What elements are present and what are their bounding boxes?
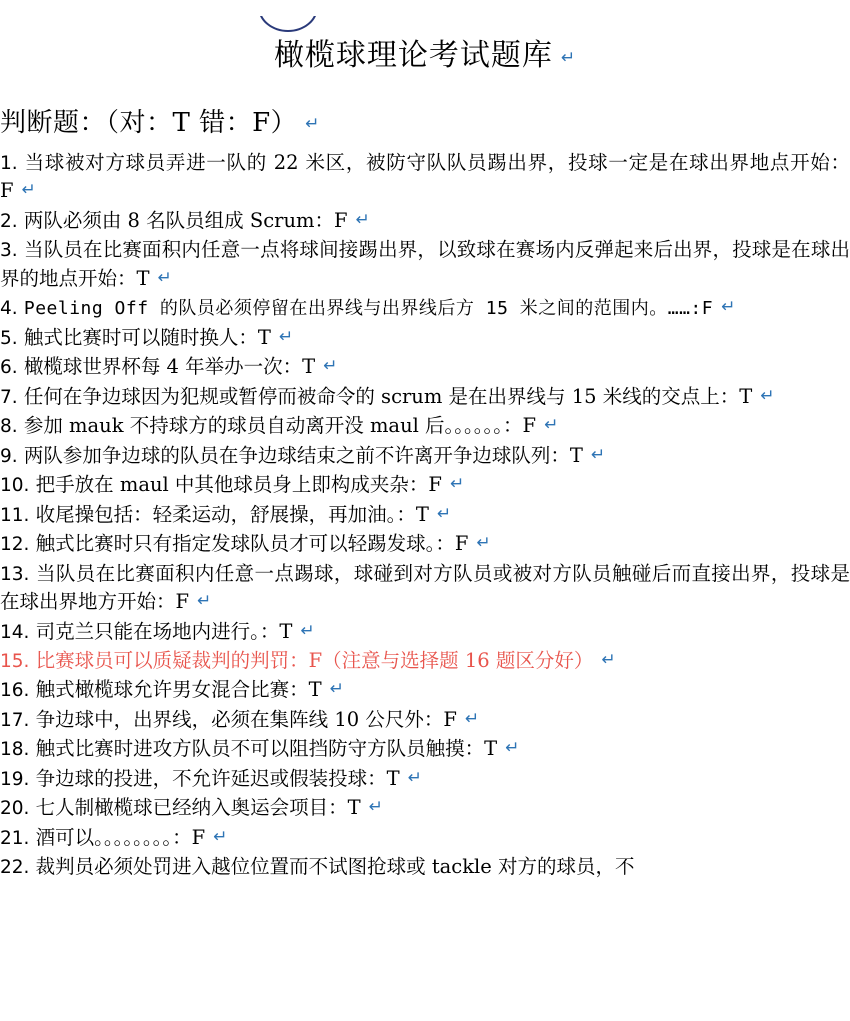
item-number: 8. [0, 416, 18, 438]
paragraph-mark-icon: ↵ [323, 356, 338, 376]
list-item [0, 471, 850, 499]
paragraph-mark-icon: ↵ [278, 326, 294, 346]
paragraph-mark-icon: ↵ [368, 797, 383, 817]
paragraph-mark-icon: ↵ [300, 620, 315, 640]
item-text: 当队员在比赛面积内任意一点踢球，球碰到对方队员或被对方队员触碰后而直接出界，投球是在球出界地方开始：F [0, 561, 850, 614]
item-number: 5. [0, 327, 18, 349]
item-text: 裁判员必须处罚进入越位位置而不试图抢球或 tackle 对方的球员，不 [35, 855, 635, 879]
item-text: 触式比赛时只有指定发球队员才可以轻踢发球。：F [35, 532, 469, 556]
item-text: 争边球中，出界线，必须在集阵线 10 公尺外：F [35, 707, 457, 731]
list-item [0, 765, 850, 793]
item-text: 两队参加争边球的队员在争边球结束之前不许离开争边球队列：T [23, 443, 583, 467]
paragraph-mark-icon: ↵ [721, 297, 736, 317]
paragraph-mark-icon: ↵ [476, 533, 491, 553]
item-text: 争边球的投进，不允许延迟或假装投球：T [35, 766, 400, 790]
item-number: 10. [0, 475, 30, 497]
list-item [0, 647, 850, 675]
item-text: 触式橄榄球允许男女混合比赛：T [35, 678, 322, 702]
paragraph-mark-icon: ↵ [601, 649, 616, 669]
item-text: Peeling Off 的队员必须停留在出界线与出界线后方 15 米之间的范围内。……:F [23, 298, 714, 320]
item-text: 比赛球员可以质疑裁判的判罚：F（注意与选择题 16 题区分好） [35, 648, 594, 672]
item-number: 15. [0, 650, 30, 672]
paragraph-mark-icon: ↵ [760, 385, 775, 405]
item-number: 14. [0, 621, 30, 643]
paragraph-mark-icon: ↵ [560, 48, 577, 67]
paragraph-mark-icon: ↵ [21, 180, 36, 200]
item-number: 19. [0, 768, 30, 790]
item-number: 3. [0, 240, 18, 262]
paragraph-mark-icon: ↵ [436, 503, 452, 523]
paragraph-mark-icon: ↵ [464, 708, 480, 728]
item-text: 触式比赛时进攻方队员不可以阻挡防守方队员触摸：T [35, 737, 498, 761]
item-text: 酒可以。。。。。。。。：F [35, 825, 206, 849]
item-number: 9. [0, 445, 18, 467]
list-item [0, 735, 850, 763]
section-heading-text: 判断题：（对：T 错：F） [0, 108, 298, 138]
item-text: 参加 mauk 不持球方的球员自动离开没 maul 后。。。。。。：F [23, 414, 537, 438]
item-number: 16. [0, 680, 30, 702]
item-number: 22. [0, 857, 30, 879]
item-number: 11. [0, 504, 30, 526]
paragraph-mark-icon: ↵ [449, 474, 465, 494]
question-list [0, 149, 850, 882]
item-number: 4. [0, 298, 18, 320]
list-item [0, 676, 850, 704]
list-item [0, 530, 850, 558]
document-page [0, 30, 850, 1021]
list-item [0, 294, 850, 322]
item-number: 18. [0, 739, 30, 761]
list-item [0, 383, 850, 411]
list-item [0, 853, 850, 881]
paragraph-mark-icon: ↵ [407, 767, 422, 787]
item-text: 把手放在 maul 中其他球员身上即构成夹杂：F [35, 473, 442, 497]
paragraph-mark-icon: ↵ [355, 209, 370, 229]
paragraph-mark-icon: ↵ [213, 826, 228, 846]
list-item [0, 412, 850, 440]
item-text: 当队员在比赛面积内任意一点将球间接踢出界，以致球在赛场内反弹起来后出界，投球是在球出界的地点开始：T [0, 238, 850, 290]
item-number: 21. [0, 827, 30, 849]
paragraph-mark-icon: ↵ [505, 738, 520, 758]
item-number: 17. [0, 709, 30, 731]
item-text: 七人制橄榄球已经纳入奥运会项目：T [35, 796, 361, 820]
item-text: 橄榄球世界杯每 4 年举办一次：T [23, 355, 316, 379]
list-item [0, 794, 850, 822]
list-item [0, 824, 850, 852]
header-logo-area [0, 16, 850, 32]
club-oval-logo-icon [258, 16, 318, 32]
list-item [0, 706, 850, 734]
paragraph-mark-icon: ↵ [329, 679, 344, 699]
paragraph-mark-icon: ↵ [197, 591, 212, 611]
item-number: 13. [0, 563, 30, 585]
item-number: 12. [0, 534, 30, 556]
item-number: 7. [0, 386, 18, 408]
item-number: 6. [0, 357, 18, 379]
list-item [0, 353, 850, 381]
page-title-text: 橄榄球理论考试题库 [273, 38, 553, 73]
paragraph-mark-icon: ↵ [157, 267, 172, 287]
paragraph-mark-icon: ↵ [305, 114, 320, 133]
list-item [0, 207, 850, 235]
item-text: 当球被对方球员弄进一队的 22 米区，被防守队队员踢出界，投球一定是在球出界地点开始：F [0, 151, 850, 203]
list-item [0, 442, 850, 470]
item-number: 2. [0, 210, 18, 232]
page-title [0, 30, 850, 74]
paragraph-mark-icon: ↵ [590, 444, 606, 464]
item-number: 1. [0, 153, 18, 174]
item-text: 两队必须由 8 名队员组成 Scrum：F [23, 208, 348, 232]
paragraph-mark-icon: ↵ [544, 415, 559, 435]
list-item [0, 618, 850, 646]
list-item [0, 324, 850, 352]
list-item [0, 149, 850, 206]
item-text: 触式比赛时可以随时换人：T [23, 325, 271, 349]
item-number: 20. [0, 798, 30, 820]
list-item [0, 501, 850, 529]
item-text: 司克兰只能在场地内进行。：T [35, 619, 293, 643]
item-text: 收尾操包括：轻柔运动，舒展操，再加油。：T [35, 502, 429, 526]
item-text: 任何在争边球因为犯规或暂停而被命令的 scrum 是在出界线与 15 米线的交点上：T [23, 384, 753, 408]
list-item [0, 560, 850, 617]
list-item [0, 236, 850, 293]
section-heading [0, 102, 850, 139]
